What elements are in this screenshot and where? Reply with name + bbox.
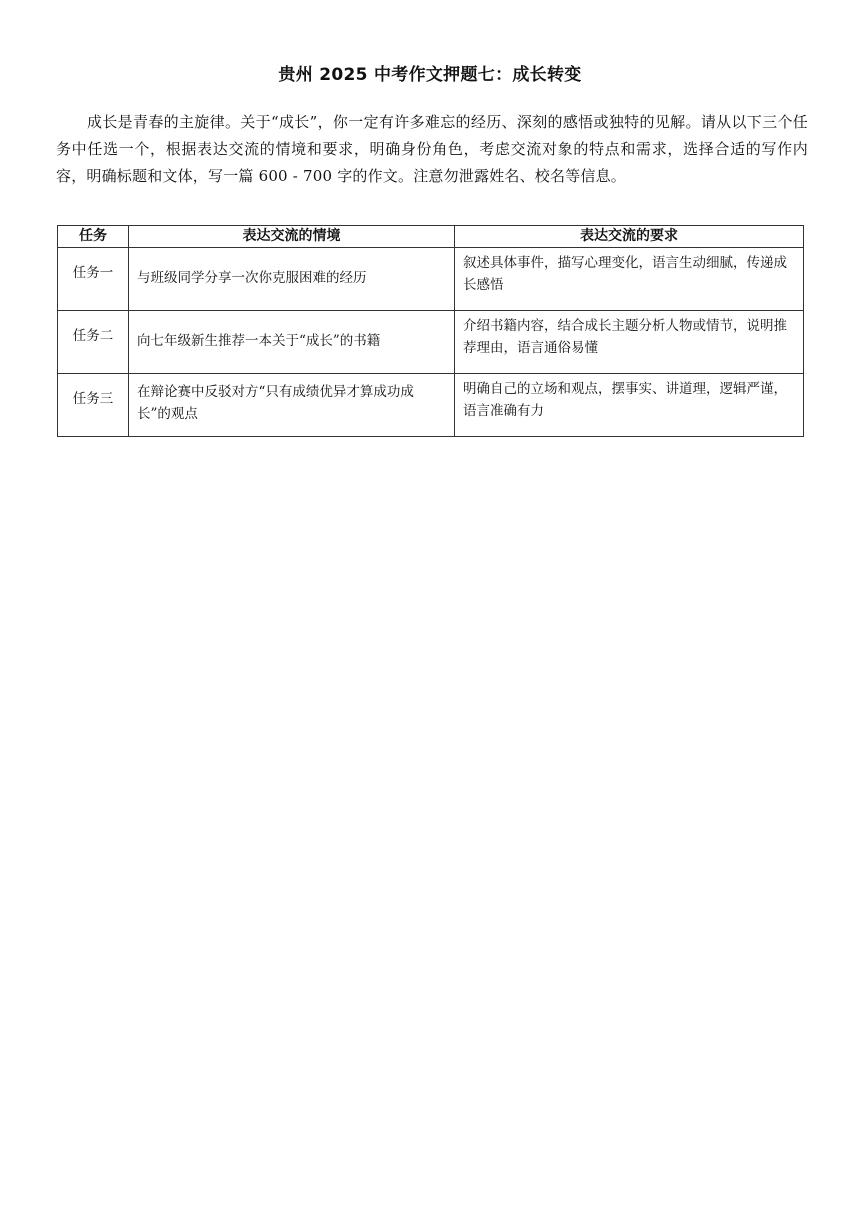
- header-scene: 表达交流的情境: [129, 226, 455, 248]
- task-requirement-cell: 介绍书籍内容，结合成长主题分析人物或情节，说明推荐理由，语言通俗易懂: [455, 311, 804, 374]
- page-title: 贵州 2025 中考作文押题七：成长转变: [278, 65, 582, 85]
- task-scene-cell: 与班级同学分享一次你克服困难的经历: [129, 248, 455, 311]
- task-requirement-cell: 叙述具体事件，描写心理变化，语言生动细腻，传递成长感悟: [455, 248, 804, 311]
- intro-paragraph: 成长是青春的主旋律。关于“成长”，你一定有许多难忘的经历、深刻的感悟或独特的见解。请从以下三个任务中任选一个，根据表达交流的情境和要求，明确身份角色，考虑交流对象的特点和需求，选择合适的写作内容，明确标题和文体，写一篇 600 - 700 字的作文。注意勿泄露姓名、校名等信息。: [56, 113, 808, 185]
- header-requirement: 表达交流的要求: [455, 226, 804, 248]
- task-table: [57, 225, 804, 437]
- table-row: [58, 374, 804, 437]
- task-name-cell: 任务三: [58, 374, 129, 437]
- header-task: 任务: [58, 226, 129, 248]
- task-requirement-cell: 明确自己的立场和观点，摆事实、讲道理，逻辑严谨，语言准确有力: [455, 374, 804, 437]
- task-name-cell: 任务一: [58, 248, 129, 311]
- table-header-row: [58, 226, 804, 248]
- task-name-cell: 任务二: [58, 311, 129, 374]
- task-scene-cell: 在辩论赛中反驳对方“只有成绩优异才算成功成长”的观点: [129, 374, 455, 437]
- table-row: [58, 311, 804, 374]
- task-scene-cell: 向七年级新生推荐一本关于“成长”的书籍: [129, 311, 455, 374]
- table-row: [58, 248, 804, 311]
